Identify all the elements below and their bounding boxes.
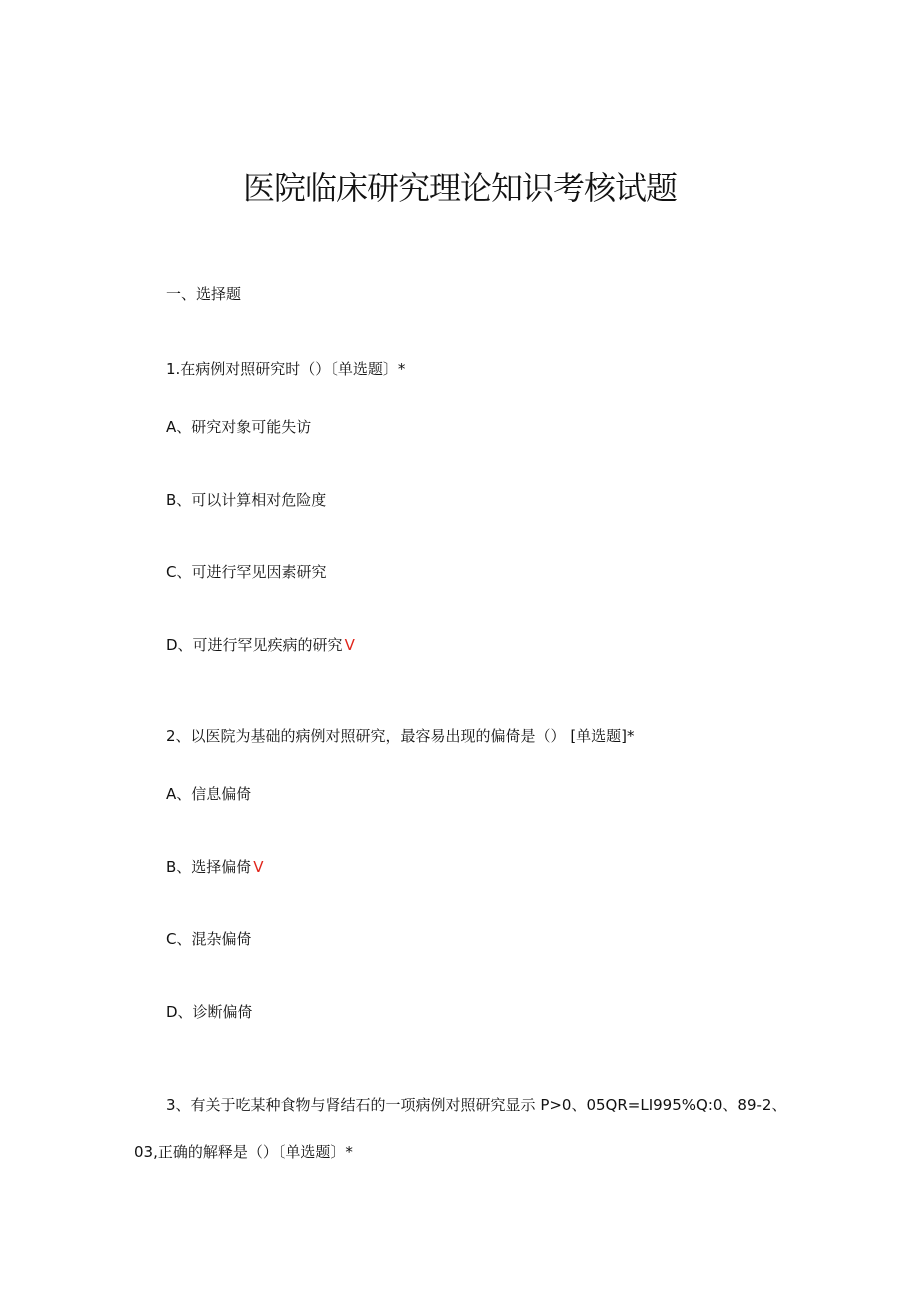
question-2-option-d [166, 1002, 253, 1022]
option-label: B、可以计算相对危险度 [166, 491, 327, 509]
option-label: A、研究对象可能失访 [166, 418, 312, 436]
question-1-option-b [166, 490, 326, 510]
question-3-text-line-1: 3、有关于吃某种食物与肾结石的一项病例对照研究显示 P>0、05QR=LI995%Q:0、89-2、 [166, 1096, 787, 1114]
question-2-option-a [166, 784, 251, 804]
option-label: C、可进行罕见因素研究 [166, 563, 327, 581]
option-label: C、混杂偏倚 [166, 930, 252, 948]
question-2-option-b [166, 857, 264, 877]
question-1-option-a [166, 417, 311, 437]
option-label: B、选择偏倚 [166, 858, 252, 876]
question-3-text-line-2: 03,正确的解释是（）〔单选题〕* [134, 1143, 353, 1161]
option-label: A、信息偏倚 [166, 785, 252, 803]
option-label: D、可进行罕见疾病的研究 [166, 636, 343, 654]
question-1-option-d [166, 635, 355, 655]
question-2-option-c [166, 929, 251, 949]
question-1-text: 1.在病例对照研究时（）〔单选题〕* [166, 360, 406, 378]
correct-answer-mark: V [344, 636, 355, 654]
section-heading: 一、选择题 [166, 285, 242, 303]
option-label: D、诊断偏倚 [166, 1003, 253, 1021]
correct-answer-mark: V [253, 858, 264, 876]
question-2-text: 2、以医院为基础的病例对照研究，最容易出现的偏倚是（） [单选题]* [166, 727, 635, 745]
question-1-option-c [166, 562, 326, 582]
document-title: 医院临床研究理论知识考核试题 [242, 169, 677, 207]
